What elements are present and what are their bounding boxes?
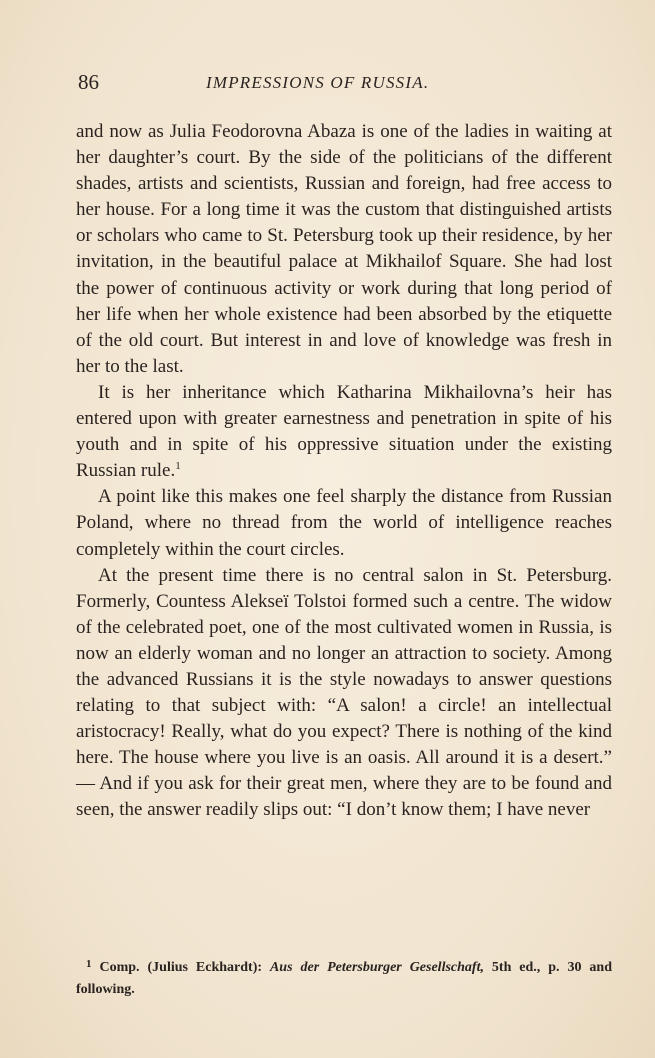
running-head: IMPRESSIONS OF RUSSIA. <box>206 73 430 92</box>
page-number: 86 <box>78 70 99 94</box>
paragraph-4 <box>76 563 612 824</box>
paragraph-text: and now as Julia Feodorovna Abaza is one of the ladies in waiting at her daughter’s court. By the side of the politicians of the different shades, artists and scientists, Russian and foreign, had free access to her house. For a long time it was the custom that distinguished artists or scholars who came to St. Petersburg took up their residence, by her invitation, in the beautiful palace at Mikhailof Square. She had lost the power of continuous activity or work during that long period of her life when her whole existence had been absorbed by the etiquette of the old court. But interest in and love of knowledge was fresh in her to the last. <box>76 121 612 377</box>
footnote-reference[interactable]: 1 <box>175 460 181 473</box>
footnote-title: Aus der Petersburger Gesellschaft, <box>269 960 484 975</box>
page-header <box>76 70 612 100</box>
body-text <box>76 119 612 824</box>
paragraph-text: A point like this makes one feel sharply the distance from Russian Poland, where no thread from the world of intelligence reaches completely within the court circles. <box>76 486 612 560</box>
paragraph-3 <box>76 484 612 562</box>
paragraph-1 <box>76 119 612 380</box>
footnote-number: 1 <box>86 958 92 970</box>
footnote-lead: Comp. (Julius Eckhardt): <box>99 960 270 975</box>
paragraph-2 <box>76 380 612 484</box>
paragraph-text: It is her inheritance which Katharina Mikhailovna’s heir has entered upon with greater earnestness and penetration in spite of his youth and in spite of his oppressive situation under the existing Russian rule. <box>76 381 612 482</box>
paragraph-text: At the present time there is no central salon in St. Petersburg. Formerly, Countess Alekseï Tolstoi formed such a centre. The widow of the celebrated poet, one of the most cultivated women in Russia, is now an elderly woman and no longer an attraction to society. Among the advanced Russians it is the style nowadays to answer questions relating to that subject with: “A salon! a circle! an intellectual aristocracy! Really, what do you expect? There is nothing of the kind here. The house where you live is an oasis. All around it is a desert.” — And if you ask for their great men, where they are to be found and seen, the answer readily slips out: “I don’t know them; I have never <box>76 564 612 821</box>
footnote-rest: 5th ed., p. 30 and following. <box>76 960 612 997</box>
footnote <box>76 957 612 1001</box>
